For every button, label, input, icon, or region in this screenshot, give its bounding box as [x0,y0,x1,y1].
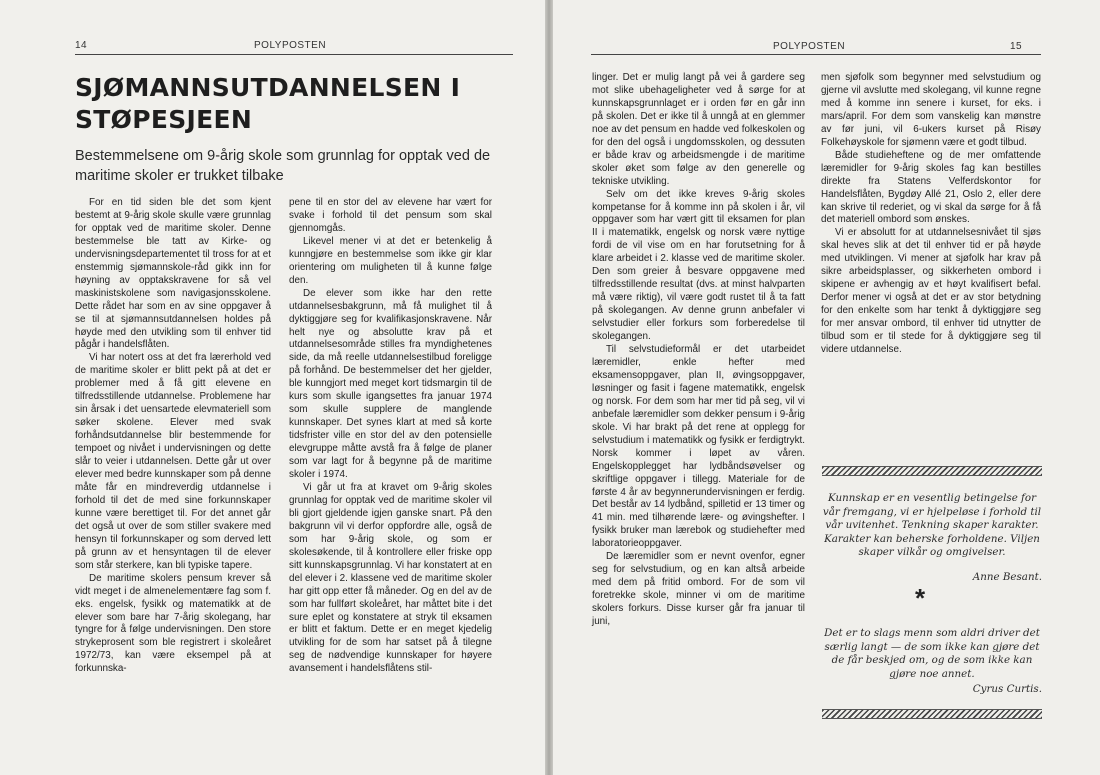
paragraph: Vi har notert oss at det fra lærerhold ved de maritime skoler er blitt pekt på at det er problemer med å få gitt elevene en tilfredsstillende utdannelse. Problemene har sin årsak i det uensartede elevmateriell som søker skolene. Elever med svak forhåndsutdannelse blir bestemmende for tempoet og nivået i undervisningen og dette slår to veier i utdannelsen. Dette går ut over elever med bedre kunnskaper som på denne måte får en mindreverdig utdannelse i forhold til det de med sine forkunnskaper kunne være berettiget til. For det annet går det også ut over de som stiller svakere med hensyn til forkunnskaper og som derved lett på grunn av et hensyntagen til de elever som står sterkere, kan bli typiske tapere. [75,352,271,571]
paragraph: men sjøfolk som begynner med selvstudium og gjerne vil avslutte med skolegang, vil kunne regne med å komme inn senere i kurset, for eks. i mars/april. For dem som vanskelig kan mønstre av før juni, vil 6-ukers kurset på Risøy Folkehøyskole for sjømenn være et godt tilbud. [821,72,1041,148]
paragraph: De maritime skolers pensum krever så vidt meget i de almenelementære fag som f. eks. engelsk, fysikk og matematikk at de elever som bare har 7-årig skolegang, har tyngre for å følge undervisningen. Den store strykeprosent som ble registrert i skoleåret 1972/73, kan være eksempel på at forkunnska- [75,572,271,675]
quote-attribution: Cyrus Curtis. [972,683,1042,695]
header-rule-right [591,54,1041,55]
article-title: SJØMANNSUTDANNELSEN I STØPESJEEN [75,73,461,134]
quote-attribution: Anne Besant. [972,571,1042,583]
left-page [0,0,545,775]
quote-anne-besant: Kunnskap er en vesentlig betingelse for vår fremgang, vi er hjelpeløse i forhold til vår uvitenhet. Tenkning skaper karakter. Karakter kan beherske forholdene. Viljen skaper vilkår og omgivelser. [822,492,1042,559]
article-column-1 [75,197,271,676]
paragraph: Selv om det ikke kreves 9-årig skoles kompetanse for å komme inn på skolen i år, vil oppgaver som har vært gitt til eksamen for plan II i matematikk, engelsk og norsk være nyttige fordi de vil vise om en har forutsetning for å klare arbeidet i 2. klasse ved de maritime skoler. Den som greier å besvare oppgavene med tilfredsstillende resultat (dvs. at minst halvparten må være riktig), vil være godt rustet til å ta fatt på skolegangen. Av denne grunn anbefaler vi selvstudier eller forkurs som forberedelse til skolegangen. [592,188,805,343]
header-rule-left [75,54,513,55]
page-number-right: 15 [1010,41,1023,52]
paragraph: pene til en stor del av elevene har vært for svake i forhold til det pensum som skal gjennomgås. [289,197,492,234]
paragraph: Til selvstudieformål er det utarbeidet læremidler, enkle hefter med eksamensoppgaver, plan II, øvingsoppgaver, løsninger og fasit i fagene matematikk, engelsk og norsk. For dem som har mer tid på seg, vil vi anbefale læremidler som dekker pensum i 9-årig skole. Vi har brakt på det rene at opplegg for selvstudium i matematikk og fysikk er ferdigtrykt. Norsk kommer i løpet av våren. Engelskopplegget har lydbåndsøvelser og skriftlige oppgaver i tillegg. Materiale for de første 4 år av begynnerundervisningen er ferdig. Det består av 14 lydbånd, spilletid er 13 timer og 41 min. med tilhørende lære- og øvingshefter. I fysikk bruker man lærebok og studiehefter med laboratorieoppgaver. [592,344,805,550]
paragraph: For en tid siden ble det som kjent bestemt at 9-årig skole skulle være grunnlag for opptak ved de maritime skoler. Denne bestemmelse ble tatt av Kirke- og undervisningsdepartementet til tross for at et enstemmig sjømannskole-råd gikk inn for høyning av opptakskravene for så vel maskinistskolene som navigasjonsskolene. Dette rådet har som en av sine oppgaver å se til at sjømannsutdannelsen holdes på høyde med den utvikling som til enhver tid pågår i handelsflåten. [75,197,271,351]
paragraph: Likevel mener vi at det er betenkelig å kunngjøre en bestemmelse som ikke gir klar orientering om muligheten til å kunne følge den. [289,235,492,286]
paragraph: Vi går ut fra at kravet om 9-årig skoles grunnlag for opptak ved de maritime skoler vil bli gjort gjeldende igjen ganske snart. På den bakgrunn vil vi derfor oppfordre alle, også de som har 9-årig skole, og som er skolesøkende, til å kontrollere eller friske opp sitt kunnskapsgrunnlag. Vi har konstatert at en del elever i 2. klassene ved de maritime skoler har gitt opp etter få måneder. Og en del av de som har fullført skoleåret, har måttet bite i det sure eplet og konstatere at stryk til eksamen er blitt et faktum. Dette er en meget kjedelig utvikling for de som har satset på å tilegne seg de nødvendige kunnskaper for høyere avansement i handelsflåtens stil- [289,481,492,675]
quote-cyrus-curtis: Det er to slags menn som aldri driver det særlig langt — de som ikke kan gjøre det de får beskjed om, og de som ikke kan gjøre noe annet. [824,627,1040,680]
paragraph: Vi er absolutt for at utdannelsesnivået til sjøs skal heves slik at det til enhver tid er på høyde med utviklingen. Vi mener at sjøfolk har krav på sikre arbeidsplasser, og sikkerheten ombord i skipene er avhengig av et høyt kvalifisert befal. Derfor mener vi også at det er av stor betydning for den enkelte som har tenkt å dyktiggjøre seg for mer ansvar ombord, til enhver tid utnytter de tilbud som er til stede for å dyktiggjøre seg til videre utdannelse. [821,227,1041,356]
asterisk-separator: * [915,583,926,613]
ornamental-divider [822,466,1042,476]
paragraph: De elever som ikke har den rette utdannelsesbakgrunn, må få mulighet til å dyktiggjøre seg for kvalifikasjonskravene. Når helt nye og absolutte krav på et utdannelsesområde stilles fra myndighetenes side, da må reelle utdannelsestilbud foreligge på forhånd. De bestemmelser det her gjelder, ble kunngjort med meget kort tidsmargin til de kurs som skulle igangsettes fra januar 1974 som skulle supplere de manglende kunnskaper. Det synes klart at med så korte tidsfrister ville en stor del av den potensielle elevgruppe måtte avstå fra å følge de planer som var lagt for å begynne på de maritime skoler i 1974. [289,287,492,481]
article-column-4 [821,72,1041,357]
ornamental-divider [822,709,1042,719]
paragraph: linger. Det er mulig langt på vei å gardere seg mot slike ubehageligheter ved å sørge for at kunnskapsgrunnlaget er i orden før en går inn på skolen. Det er ikke til å unngå at en glemmer noe av det pensum en hadde ved folkeskolen og for den del også i ungdomsskolen, og dessuten er både krav og arbeidsmengde i de maritime skoler øket som følge av den generelle og tekniske utvikling. [592,72,805,187]
article-subtitle: Bestemmelsene om 9-årig skole som grunnlag for opptak ved de maritime skoler er trukket tilbake [75,148,491,184]
paragraph: Både studieheftene og de mer omfattende læremidler for 9-årig skoles fag kan bestilles direkte fra Statens Velferdskontor for Handelsflåten, Bygdøy Allé 21, Oslo 2, eller dere kan skrive til rederiet, og vi skal da sørge for å få det materiell ombord som ønskes. [821,149,1041,226]
running-head-right: POLYPOSTEN [773,41,846,52]
binding-gutter [545,0,553,775]
page-number-left: 14 [75,40,88,51]
article-column-3 [592,72,805,629]
article-column-2 [289,197,492,676]
paragraph: De læremidler som er nevnt ovenfor, egner seg for selvstudium, og en kan altså arbeide med dem på fritid ombord. For de som vil foretrekke skole, minner vi om de maritime skolers forkurs. Disse kurser går fra januar til juni, [592,551,805,628]
running-head-left: POLYPOSTEN [254,40,327,51]
